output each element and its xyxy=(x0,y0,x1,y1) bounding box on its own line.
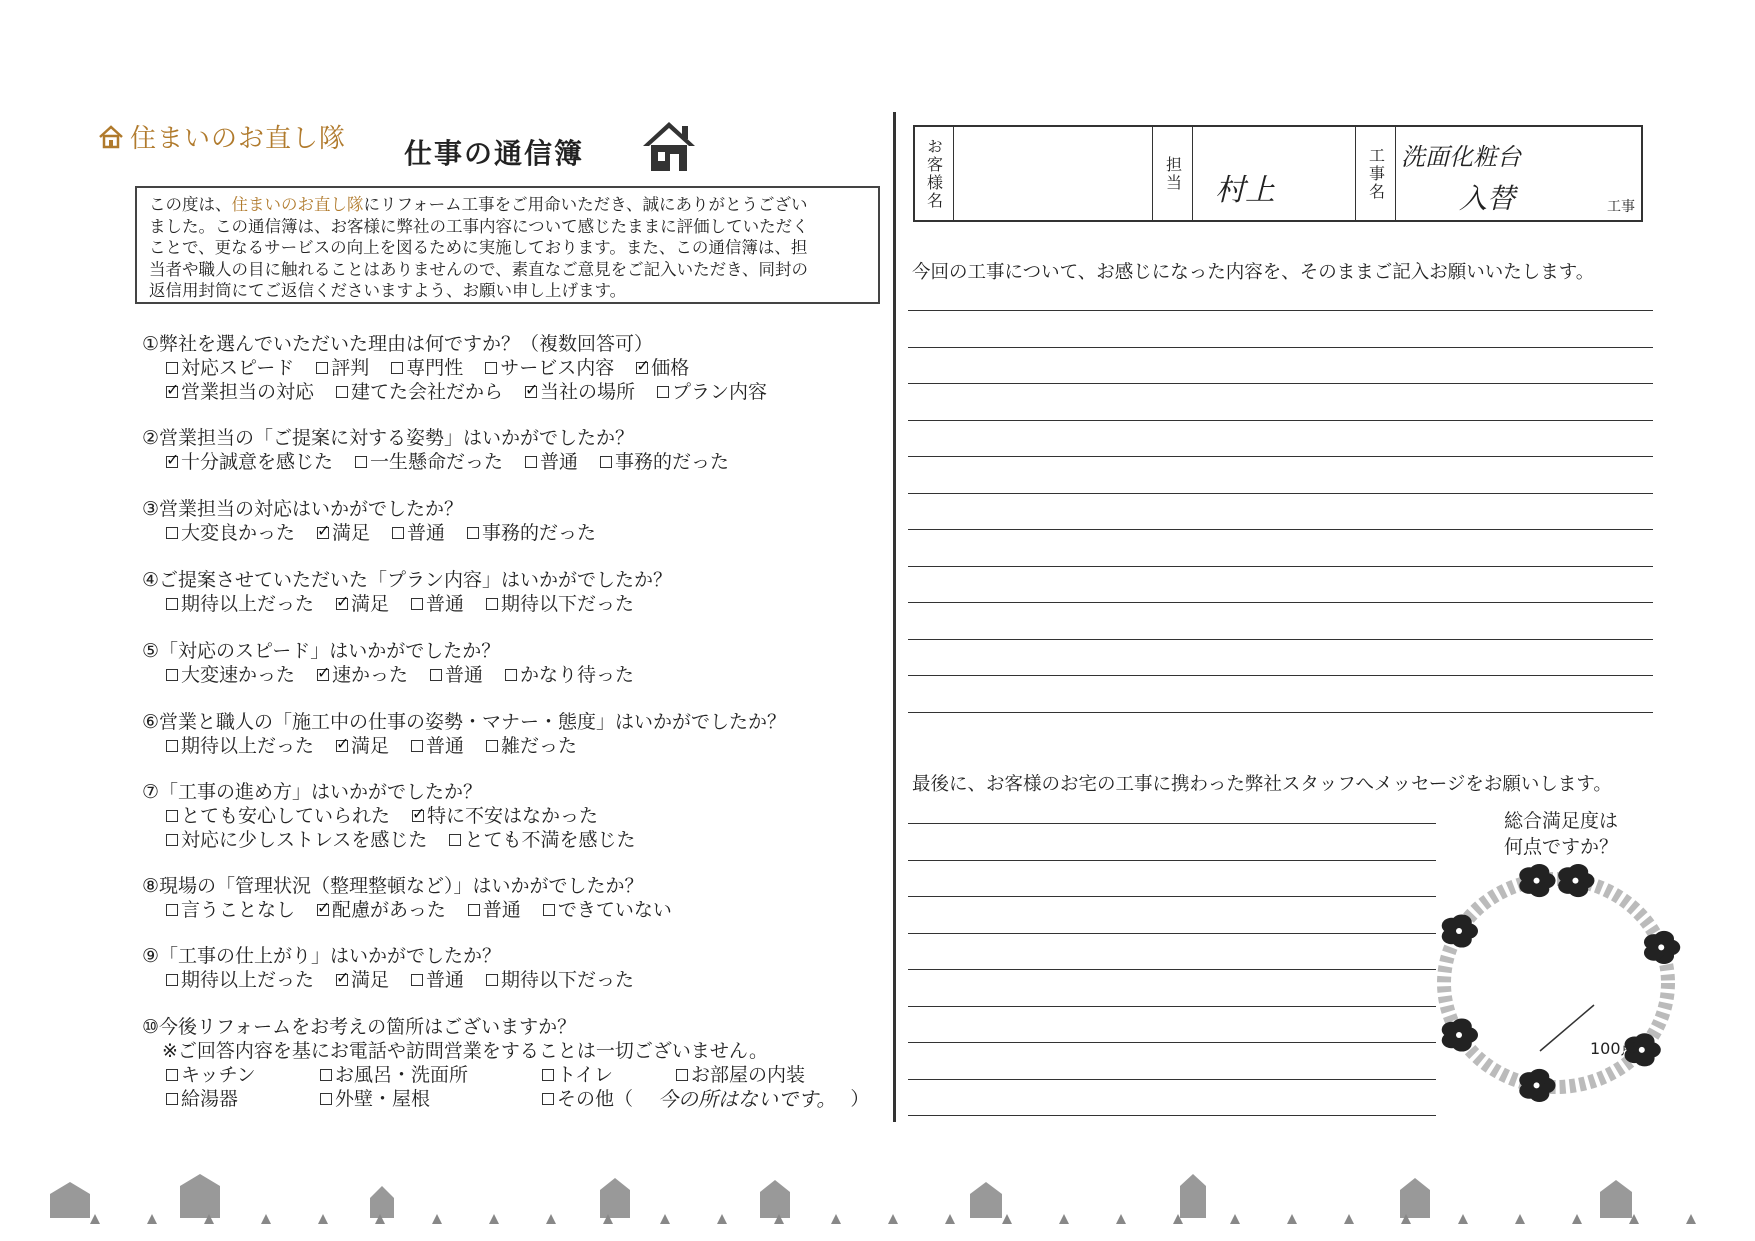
checkbox[interactable] xyxy=(166,1093,178,1105)
checkbox[interactable] xyxy=(411,740,423,752)
comment-line xyxy=(908,602,1653,603)
house-silhouette-row xyxy=(40,1158,1720,1230)
flower-icon xyxy=(1644,931,1680,964)
option-label: 期待以下だった xyxy=(501,593,635,615)
house-silhouette xyxy=(180,1174,220,1218)
question-9 xyxy=(142,944,656,992)
option[interactable] xyxy=(166,356,294,380)
intro-line xyxy=(149,216,866,238)
option-label: 大変速かった xyxy=(181,664,296,686)
option-label: プラン内容 xyxy=(672,381,768,403)
question-10 xyxy=(142,1015,869,1111)
option-row xyxy=(166,804,657,828)
flower-icon xyxy=(1519,864,1555,897)
option-label: 当社の場所 xyxy=(540,381,636,403)
intro-text: ました。この通信簿は、お客様に弊社の工事内容について感じたままに評価していただく xyxy=(149,216,809,236)
option[interactable] xyxy=(166,828,427,852)
checkbox[interactable] xyxy=(486,974,498,986)
option[interactable] xyxy=(412,804,598,828)
option-label: 十分誠意を感じた xyxy=(181,451,334,473)
house-silhouette xyxy=(1400,1178,1430,1218)
option[interactable] xyxy=(166,968,314,992)
option-label: 対応に少しストレスを感じた xyxy=(181,829,428,851)
question-2 xyxy=(142,426,751,474)
option[interactable] xyxy=(317,521,370,545)
option[interactable] xyxy=(600,450,729,474)
comment-line xyxy=(908,493,1653,494)
question-note: ※ご回答内容を基にお電話や訪問営業をすることは一切ございません。 xyxy=(162,1040,769,1062)
intro-line xyxy=(149,259,866,281)
checkbox-checked[interactable] xyxy=(317,904,329,916)
comment-line xyxy=(908,310,1653,311)
option-label: 特に不安はなかった xyxy=(427,805,599,827)
option-label: 期待以上だった xyxy=(181,593,315,615)
option-label: 価格 xyxy=(651,357,690,379)
tree-silhouette xyxy=(1572,1214,1582,1224)
checkbox-checked[interactable] xyxy=(636,362,648,374)
checkbox[interactable] xyxy=(166,1069,178,1081)
option-label: 普通 xyxy=(540,451,579,473)
customer-info-table xyxy=(913,125,1643,222)
option[interactable] xyxy=(391,356,463,380)
option-label: 普通 xyxy=(445,664,484,686)
tree-silhouette xyxy=(1458,1214,1468,1224)
checkbox[interactable] xyxy=(166,669,178,681)
tree-silhouette xyxy=(432,1214,442,1224)
option-label: 大変良かった xyxy=(181,522,296,544)
option-label: 給湯器 xyxy=(181,1088,239,1110)
option[interactable] xyxy=(467,521,596,545)
option[interactable] xyxy=(166,1063,298,1087)
option-label: 言うことなし xyxy=(181,899,296,921)
intro-text: にリフォーム工事をご用命いただき、誠にありがとうござい xyxy=(363,195,808,214)
tree-silhouette xyxy=(318,1214,328,1224)
comment-line xyxy=(908,566,1653,567)
option-label: 満足 xyxy=(351,593,390,615)
option[interactable] xyxy=(486,734,577,758)
checkbox[interactable] xyxy=(449,834,461,846)
house-silhouette xyxy=(1180,1174,1206,1218)
checkbox[interactable] xyxy=(316,362,328,374)
project-suffix: 工事 xyxy=(1607,199,1635,215)
checkbox[interactable] xyxy=(166,974,178,986)
message-line xyxy=(908,1115,1436,1116)
option[interactable] xyxy=(166,1087,298,1111)
message-line xyxy=(908,933,1436,934)
question-title: ④ご提案させていただいた「プラン内容」はいかがでしたか？ xyxy=(142,569,673,591)
score-unit: 100点 xyxy=(1590,1039,1637,1058)
option[interactable] xyxy=(166,663,295,687)
checkbox[interactable] xyxy=(392,527,404,539)
tree-silhouette xyxy=(945,1214,955,1224)
option[interactable] xyxy=(166,898,295,922)
house-silhouette xyxy=(600,1178,630,1218)
brand-highlight: 住まいのお直し隊 xyxy=(231,195,364,214)
checkbox[interactable] xyxy=(320,1069,332,1081)
intro-line xyxy=(149,280,866,302)
house-silhouette xyxy=(760,1180,790,1218)
option[interactable] xyxy=(468,898,521,922)
option-label: とても不満を感じた xyxy=(464,829,636,851)
tree-silhouette xyxy=(489,1214,499,1224)
checkbox[interactable] xyxy=(542,1069,554,1081)
option-label: 事務的だった xyxy=(615,451,730,473)
option[interactable] xyxy=(166,380,314,404)
comment-line xyxy=(908,712,1653,713)
question-title: ①弊社を選んでいただいた理由は何ですか？（複数回答可） xyxy=(142,333,654,355)
option[interactable] xyxy=(320,1087,520,1111)
customer-name-label: お客様名 xyxy=(915,127,954,220)
question-7 xyxy=(142,780,657,852)
option-label: 対応スピード xyxy=(181,357,295,379)
option-label: 速かった xyxy=(332,664,409,686)
option[interactable] xyxy=(316,356,369,380)
option[interactable] xyxy=(166,521,295,545)
checkbox[interactable] xyxy=(320,1093,332,1105)
cell-divider xyxy=(1355,127,1356,220)
option-label: 普通 xyxy=(482,899,521,921)
question-title: ③営業担当の対応はいかがでしたか？ xyxy=(142,498,464,520)
tree-silhouette xyxy=(546,1214,556,1224)
question-title: ⑧現場の「管理状況（整理整頓など）」はいかがでしたか？ xyxy=(142,875,644,897)
option[interactable] xyxy=(486,968,634,992)
checkbox[interactable] xyxy=(657,386,669,398)
option-label: 期待以上だった xyxy=(181,735,315,757)
tree-silhouette xyxy=(1059,1214,1069,1224)
option-row xyxy=(166,450,751,474)
message-line xyxy=(908,896,1436,897)
checkbox[interactable] xyxy=(430,669,442,681)
checkbox[interactable] xyxy=(411,598,423,610)
tree-silhouette xyxy=(1344,1214,1354,1224)
option-label: 配慮があった xyxy=(332,899,446,921)
checkbox[interactable] xyxy=(391,362,403,374)
project-name-line2: 入替 xyxy=(1459,182,1516,215)
brand-house-icon xyxy=(98,124,124,150)
option-label: 事務的だった xyxy=(482,522,597,544)
cell-divider xyxy=(1152,127,1153,220)
tree-silhouette xyxy=(1686,1214,1696,1224)
other-handwritten-answer[interactable]: 今の所はないです。 xyxy=(658,1087,837,1111)
score-slash xyxy=(1540,1005,1594,1051)
option[interactable] xyxy=(166,804,390,828)
checkbox[interactable] xyxy=(336,386,348,398)
option[interactable] xyxy=(392,521,445,545)
option[interactable] xyxy=(317,898,446,922)
tree-silhouette xyxy=(1002,1214,1012,1224)
option-row xyxy=(166,828,657,852)
message-line xyxy=(908,969,1436,970)
flower-wreath-icon xyxy=(1422,855,1690,1107)
option-label: お風呂・洗面所 xyxy=(335,1064,469,1086)
checkbox[interactable] xyxy=(676,1069,688,1081)
checkbox[interactable] xyxy=(485,362,497,374)
option[interactable] xyxy=(657,380,767,404)
option-label: 外壁・屋根 xyxy=(335,1088,431,1110)
option[interactable] xyxy=(542,1063,654,1087)
option[interactable] xyxy=(543,898,672,922)
checkbox[interactable] xyxy=(486,740,498,752)
comment-line xyxy=(908,383,1653,384)
option-label: その他（ xyxy=(557,1088,634,1110)
option-row xyxy=(166,592,672,616)
checkbox[interactable] xyxy=(166,527,178,539)
checkbox[interactable] xyxy=(166,740,178,752)
option-label: 普通 xyxy=(426,735,465,757)
option[interactable] xyxy=(355,450,503,474)
flower-icon xyxy=(1442,1018,1478,1051)
question-6 xyxy=(142,710,786,758)
message-prompt: 最後に、お客様のお宅の工事に携わった弊社スタッフへメッセージをお願いします。 xyxy=(912,774,1612,795)
comment-line xyxy=(908,675,1653,676)
option-row xyxy=(166,898,694,922)
flower-icon xyxy=(1558,864,1594,897)
option-label: とても安心していられた xyxy=(181,805,391,827)
option-row xyxy=(166,380,789,404)
question-1 xyxy=(142,332,789,404)
question-title: ②営業担当の「ご提案に対する姿勢」はいかがでしたか？ xyxy=(142,427,635,449)
option-row xyxy=(166,734,786,758)
option-row xyxy=(166,663,656,687)
message-line xyxy=(908,1079,1436,1080)
intro-line xyxy=(149,194,866,216)
checkbox[interactable] xyxy=(542,1093,554,1105)
option[interactable] xyxy=(336,592,389,616)
house-silhouette xyxy=(1600,1180,1632,1218)
satisfaction-line2: 何点ですか？ xyxy=(1504,836,1619,858)
checkbox-checked[interactable] xyxy=(336,740,348,752)
checkbox[interactable] xyxy=(166,834,178,846)
checkbox[interactable] xyxy=(166,904,178,916)
house-silhouette xyxy=(370,1186,394,1218)
option-label: トイレ xyxy=(557,1064,614,1086)
option[interactable] xyxy=(166,734,314,758)
option-row xyxy=(166,356,789,380)
option[interactable] xyxy=(525,450,578,474)
tree-silhouette xyxy=(1515,1214,1525,1224)
house-silhouette xyxy=(970,1182,1002,1218)
option[interactable] xyxy=(485,356,614,380)
comment-line xyxy=(908,420,1653,421)
message-line xyxy=(908,860,1436,861)
flower-icon xyxy=(1519,1069,1555,1102)
staff-name-field[interactable]: 村上 xyxy=(1215,173,1275,208)
option[interactable] xyxy=(411,592,464,616)
question-5 xyxy=(142,639,656,687)
option-label: 営業担当の対応 xyxy=(181,381,315,403)
question-8 xyxy=(142,874,694,922)
option[interactable] xyxy=(636,356,689,380)
tree-silhouette xyxy=(660,1214,670,1224)
checkbox[interactable] xyxy=(600,456,612,468)
question-title: ⑤「対応のスピード」はいかがでしたか？ xyxy=(142,640,501,662)
checkbox[interactable] xyxy=(505,669,517,681)
checkbox[interactable] xyxy=(543,904,555,916)
option-label: 一生懸命だった xyxy=(370,451,504,473)
customer-name-field[interactable] xyxy=(955,127,1175,220)
option-label: 雑だった xyxy=(501,735,578,757)
house-icon xyxy=(640,118,698,174)
checkbox[interactable] xyxy=(166,810,178,822)
option-label: 普通 xyxy=(407,522,446,544)
option[interactable] xyxy=(411,968,464,992)
checkbox[interactable] xyxy=(166,362,178,374)
other-close-paren: ） xyxy=(850,1088,870,1110)
option[interactable] xyxy=(486,592,634,616)
tree-silhouette xyxy=(261,1214,271,1224)
question-title: ⑥営業と職人の「施工中の仕事の姿勢・マナー・態度」はいかがでしたか？ xyxy=(142,711,787,733)
checkbox-checked[interactable] xyxy=(166,386,178,398)
checkbox-checked[interactable] xyxy=(166,456,178,468)
option-label: 専門性 xyxy=(406,357,464,379)
question-3 xyxy=(142,497,618,545)
intro-text: ことで、更なるサービスの向上を図るために実施しております。また、この通信簿は、担 xyxy=(149,238,808,258)
tree-silhouette xyxy=(888,1214,898,1224)
option[interactable] xyxy=(411,734,464,758)
option[interactable] xyxy=(449,828,635,852)
checkbox[interactable] xyxy=(166,598,178,610)
page-title: 仕事の通信簿 xyxy=(404,137,585,170)
comment-line xyxy=(908,639,1653,640)
question-title: ⑨「工事の仕上がり」はいかがでしたか？ xyxy=(142,945,502,967)
comment-line xyxy=(908,529,1653,530)
intro-text: この度は、 xyxy=(149,195,232,214)
question-title: ⑦「工事の進め方」はいかがでしたか？ xyxy=(142,781,483,803)
option[interactable] xyxy=(166,592,314,616)
option[interactable] xyxy=(542,1087,654,1111)
checkbox-checked[interactable] xyxy=(317,527,329,539)
intro-text: 返信用封筒にてご返信くださいますよう、お願い申し上げます。 xyxy=(149,281,627,301)
checkbox-checked[interactable] xyxy=(336,598,348,610)
brand-name: 住まいのお直し隊 xyxy=(130,124,347,154)
option[interactable] xyxy=(505,663,634,687)
option[interactable] xyxy=(430,663,483,687)
option[interactable] xyxy=(336,968,389,992)
option[interactable] xyxy=(525,380,635,404)
satisfaction-line1: 総合満足度は xyxy=(1504,810,1619,832)
option[interactable] xyxy=(166,450,333,474)
option-label: 満足 xyxy=(351,969,390,991)
option-label: 満足 xyxy=(332,522,371,544)
tree-silhouette xyxy=(147,1214,157,1224)
option[interactable] xyxy=(320,1063,520,1087)
option-label: できていない xyxy=(557,899,672,921)
message-line xyxy=(908,1042,1436,1043)
message-line xyxy=(908,823,1436,824)
option[interactable] xyxy=(676,1063,805,1087)
option-label: サービス内容 xyxy=(500,357,615,379)
comment-line xyxy=(908,347,1653,348)
checkbox[interactable] xyxy=(467,527,479,539)
comments-prompt: 今回の工事について、お感じになった内容を、そのままご記入お願いいたします。 xyxy=(912,262,1595,283)
checkbox[interactable] xyxy=(525,456,537,468)
tree-silhouette xyxy=(90,1214,100,1224)
option-label: キッチン xyxy=(181,1064,256,1086)
option-label: 期待以上だった xyxy=(181,969,315,991)
option-label: かなり待った xyxy=(520,664,635,686)
tree-silhouette xyxy=(1230,1214,1240,1224)
checkbox-checked[interactable] xyxy=(525,386,537,398)
checkbox-checked[interactable] xyxy=(412,810,424,822)
option-label: 評判 xyxy=(331,357,370,379)
option-label: 満足 xyxy=(351,735,390,757)
intro-text: 当者や職人の目に触れることはありませんので、素直なご意見をご記入いただき、同封の xyxy=(149,259,809,279)
project-name-field[interactable] xyxy=(1397,127,1641,220)
option[interactable] xyxy=(317,663,408,687)
option-row xyxy=(166,1063,869,1087)
intro-box xyxy=(135,186,880,304)
satisfaction-question xyxy=(1504,808,1618,860)
tree-silhouette xyxy=(717,1214,727,1224)
comment-line xyxy=(908,456,1653,457)
brand-logo xyxy=(98,118,346,155)
tree-silhouette xyxy=(1287,1214,1297,1224)
option-label: 期待以下だった xyxy=(501,969,635,991)
message-line xyxy=(908,1006,1436,1007)
checkbox[interactable] xyxy=(486,598,498,610)
staff-label: 担当 xyxy=(1154,127,1193,220)
option[interactable] xyxy=(336,380,503,404)
option-row xyxy=(166,1087,869,1111)
project-label: 工事名 xyxy=(1357,127,1396,220)
option-row xyxy=(166,521,618,545)
checkbox[interactable] xyxy=(355,456,367,468)
option[interactable] xyxy=(336,734,389,758)
option-row xyxy=(166,968,656,992)
checkbox-checked[interactable] xyxy=(317,669,329,681)
house-silhouette xyxy=(50,1182,90,1218)
tree-silhouette xyxy=(831,1214,841,1224)
tree-silhouette xyxy=(1116,1214,1126,1224)
question-title: ⑩今後リフォームをお考えの箇所はございますか？ xyxy=(142,1016,577,1038)
intro-line xyxy=(149,237,866,259)
column-divider xyxy=(893,112,896,1122)
project-name-line1: 洗面化粧台 xyxy=(1401,143,1521,171)
option-label: 建てた会社だから xyxy=(351,381,504,403)
option-label: お部屋の内装 xyxy=(691,1064,806,1086)
option-label: 普通 xyxy=(426,593,465,615)
option-label: 普通 xyxy=(426,969,465,991)
checkbox-checked[interactable] xyxy=(336,974,348,986)
checkbox[interactable] xyxy=(468,904,480,916)
checkbox[interactable] xyxy=(411,974,423,986)
question-4 xyxy=(142,568,672,616)
